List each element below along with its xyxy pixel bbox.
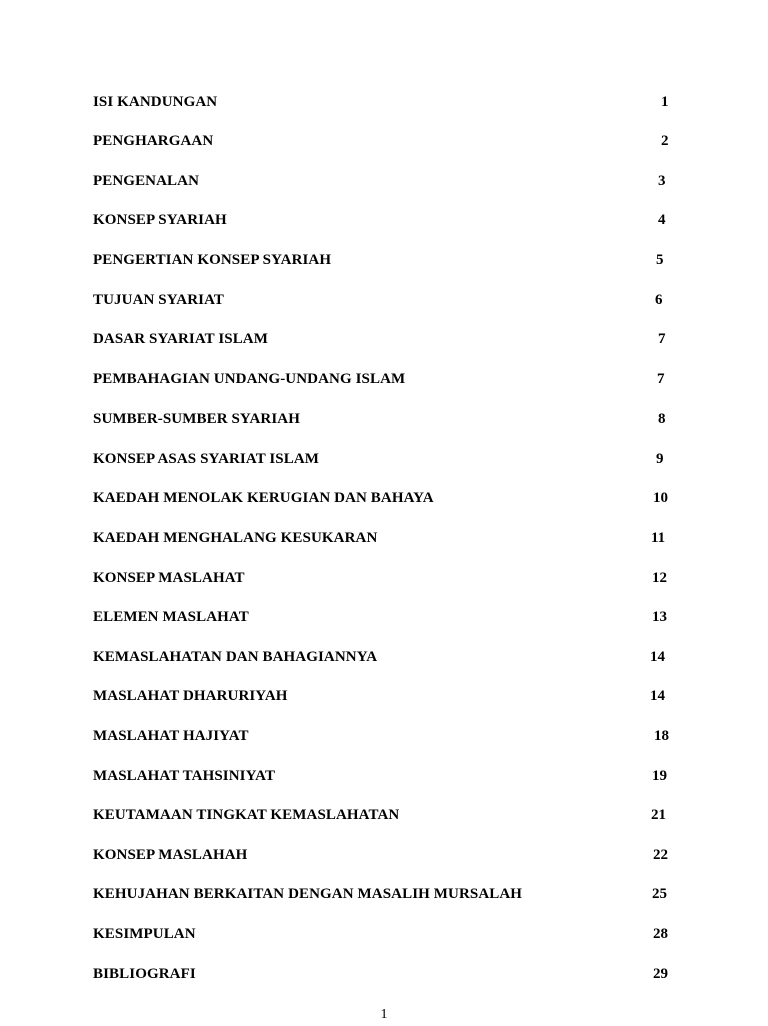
toc-entry-page: 13	[652, 609, 667, 625]
toc-entry	[93, 487, 673, 509]
toc-entry-title: TUJUAN SYARIAT	[93, 292, 225, 308]
toc-entry-title: ELEMEN MASLAHAT	[93, 609, 249, 625]
toc-entry	[93, 804, 673, 826]
toc-entry	[93, 923, 673, 945]
toc-entry-title: ISI KANDUNGAN	[93, 94, 218, 110]
toc-entry-title: KONSEP MASLAHAH	[93, 847, 248, 863]
toc-entry-page: 2	[661, 133, 669, 149]
toc-entry	[93, 883, 673, 905]
toc-entry	[93, 725, 673, 747]
toc-entry-title: KEMASLAHATAN DAN BAHAGIANNYA	[93, 649, 378, 665]
toc-entry	[93, 765, 673, 787]
toc-entry-page: 18	[654, 728, 669, 744]
toc-entry-title: KONSEP MASLAHAT	[93, 570, 245, 586]
toc-entry-title: KAEDAH MENGHALANG KESUKARAN	[93, 530, 378, 546]
toc-entry-page: 4	[658, 212, 666, 228]
toc-entry-title: KEHUJAHAN BERKAITAN DENGAN MASALIH MURSALAH	[93, 886, 523, 902]
toc-entry-page: 1	[661, 94, 669, 110]
toc-entry	[93, 963, 673, 985]
toc-entry-page: 7	[657, 371, 665, 387]
toc-entry-title: DASAR SYARIAT ISLAM	[93, 331, 269, 347]
toc-entry	[93, 685, 673, 707]
toc-entry-page: 29	[653, 966, 668, 982]
toc-entry-title: MASLAHAT HAJIYAT	[93, 728, 249, 744]
toc-entry-page: 9	[656, 451, 664, 467]
toc-entry-title: KAEDAH MENOLAK KERUGIAN DAN BAHAYA	[93, 490, 434, 506]
toc-entry-page: 7	[658, 331, 666, 347]
toc-entry-title: PENGENALAN	[93, 173, 200, 189]
toc-entry-title: KONSEP ASAS SYARIAT ISLAM	[93, 451, 320, 467]
toc-entry	[93, 91, 673, 113]
toc-entry-title: PENGHARGAAN	[93, 133, 214, 149]
toc-entry	[93, 646, 673, 668]
toc-entry-page: 14	[650, 649, 665, 665]
toc-entry-title: MASLAHAT TAHSINIYAT	[93, 768, 276, 784]
toc-entry-page: 22	[653, 847, 668, 863]
toc-entry	[93, 328, 673, 350]
toc-entry	[93, 289, 673, 311]
toc-entry	[93, 606, 673, 628]
toc-entry	[93, 368, 673, 390]
toc-entry	[93, 209, 673, 231]
toc-entry-page: 25	[652, 886, 667, 902]
toc-entry-page: 28	[653, 926, 668, 942]
toc-entry-page: 11	[651, 530, 666, 546]
toc-entry	[93, 130, 673, 152]
page-number: 1	[380, 1007, 388, 1022]
toc-entry	[93, 170, 673, 192]
toc-entry-page: 14	[650, 688, 665, 704]
toc-entry	[93, 844, 673, 866]
toc-entry-page: 21	[651, 807, 666, 823]
toc-entry-title: BIBLIOGRAFI	[93, 966, 196, 982]
toc-entry-page: 5	[656, 252, 664, 268]
toc-entry-page: 6	[655, 292, 663, 308]
toc-entry-page: 12	[652, 570, 667, 586]
toc-entry-page: 3	[658, 173, 666, 189]
toc-entry-title: MASLAHAT DHARURIYAH	[93, 688, 288, 704]
toc-entry-title: PEMBAHAGIAN UNDANG-UNDANG ISLAM	[93, 371, 406, 387]
toc-entry-page: 10	[653, 490, 668, 506]
toc-entry	[93, 567, 673, 589]
toc-entry-page: 8	[658, 411, 666, 427]
toc-entry-title: KONSEP SYARIAH	[93, 212, 227, 228]
toc-entry	[93, 448, 673, 470]
toc-entry-page: 19	[652, 768, 667, 784]
toc-entry	[93, 249, 673, 271]
toc-entry-title: PENGERTIAN KONSEP SYARIAH	[93, 252, 332, 268]
toc-entry	[93, 527, 673, 549]
toc-entry-title: KESIMPULAN	[93, 926, 196, 942]
toc-entry-title: KEUTAMAAN TINGKAT KEMASLAHATAN	[93, 807, 400, 823]
toc-entry	[93, 408, 673, 430]
toc-entry-title: SUMBER-SUMBER SYARIAH	[93, 411, 300, 427]
